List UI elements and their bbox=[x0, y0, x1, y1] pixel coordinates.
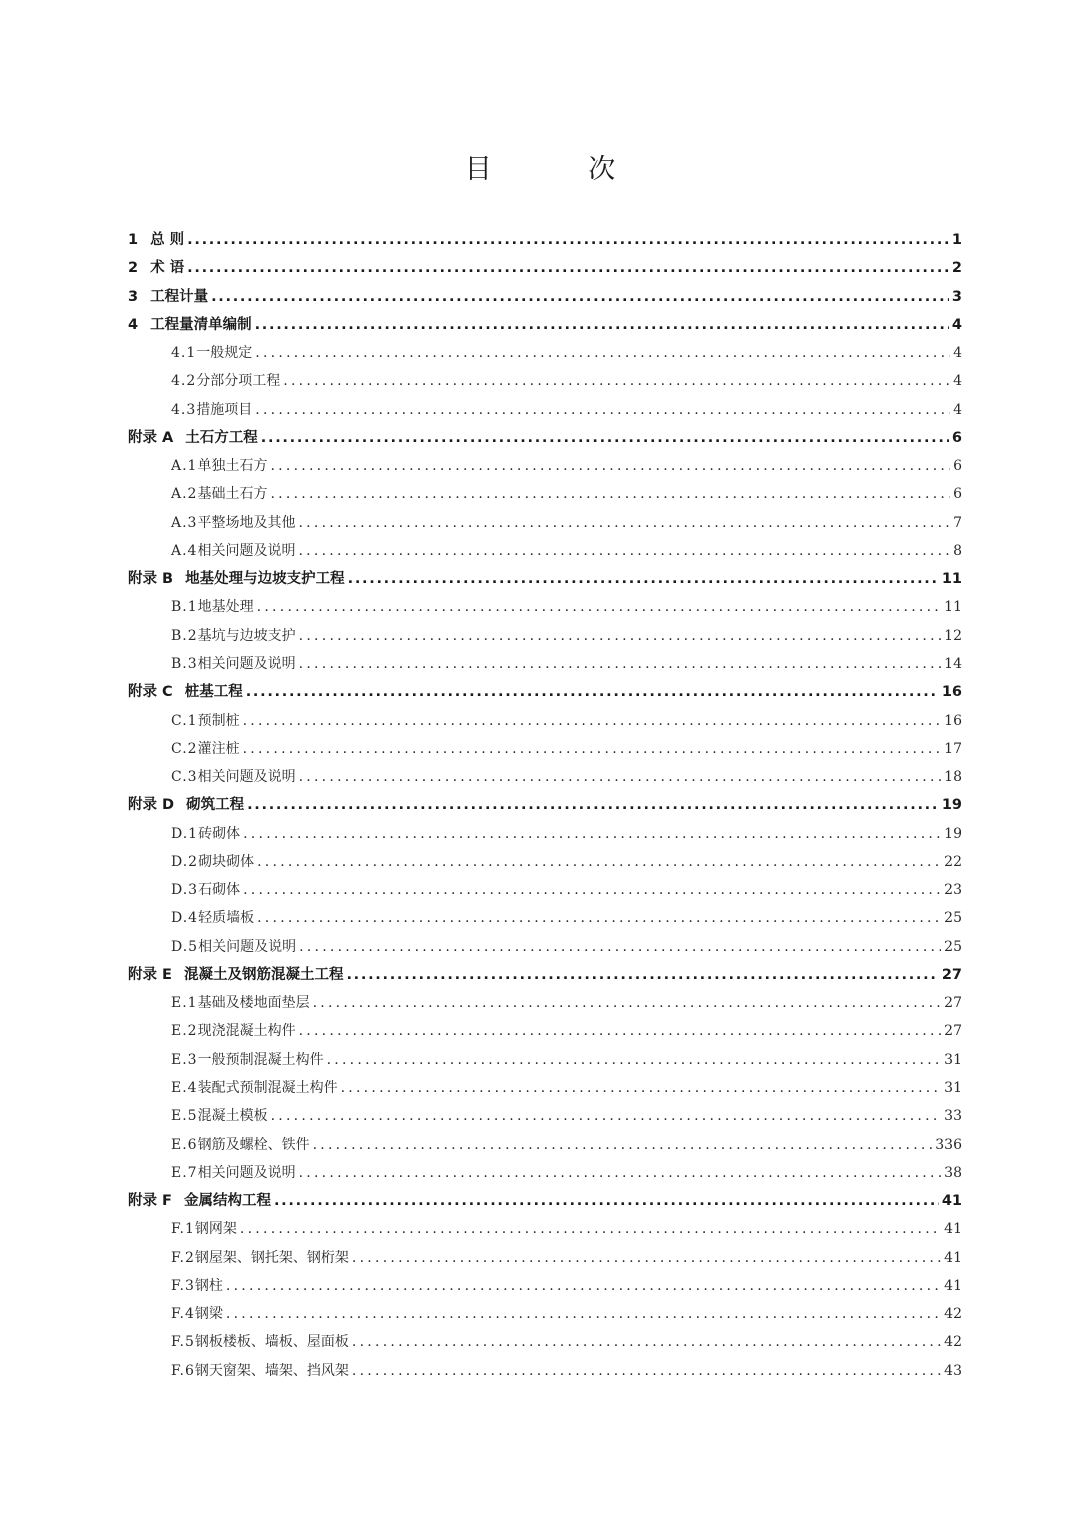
dot-leader bbox=[352, 1328, 941, 1356]
toc-page-number: 6 bbox=[951, 429, 962, 446]
toc-entry-title: 一般预制混凝土构件 bbox=[197, 1051, 324, 1068]
toc-page-number: 42 bbox=[944, 1306, 962, 1323]
dot-leader bbox=[226, 1272, 941, 1300]
toc-entry-number: 2 bbox=[128, 260, 139, 277]
toc-page-number: 31 bbox=[944, 1079, 962, 1096]
toc-entry-title: 桩基工程 bbox=[184, 684, 243, 701]
dot-leader bbox=[243, 820, 941, 848]
toc-entry-number: 附录 F bbox=[128, 1193, 172, 1210]
dot-leader bbox=[187, 254, 949, 282]
toc-page-number: 336 bbox=[935, 1136, 962, 1153]
toc-entry-number: 附录 B bbox=[128, 571, 174, 588]
toc-section-entry[interactable] bbox=[128, 763, 962, 791]
toc-entry-title: 钢网架 bbox=[194, 1221, 237, 1238]
toc-entry-title: 石砌体 bbox=[198, 882, 241, 899]
toc-entry-number: A.1 bbox=[171, 458, 198, 475]
toc-page-number: 4 bbox=[953, 373, 962, 390]
toc-chapter-entry[interactable] bbox=[128, 565, 962, 593]
dot-leader bbox=[299, 1159, 942, 1187]
toc-chapter-entry[interactable] bbox=[128, 254, 962, 282]
toc-entry-number: D.4 bbox=[171, 910, 199, 927]
dot-leader bbox=[257, 904, 941, 932]
toc-entry-title: 平整场地及其他 bbox=[197, 514, 296, 531]
toc-entry-title: 混凝土及钢筋混凝土工程 bbox=[183, 966, 344, 983]
toc-page-number: 41 bbox=[941, 1193, 962, 1210]
toc-entry-number: E.5 bbox=[171, 1108, 198, 1125]
dot-leader bbox=[187, 226, 949, 254]
toc-section-entry[interactable] bbox=[128, 509, 962, 537]
toc-entry-title: 钢板楼板、墙板、屋面板 bbox=[194, 1334, 349, 1351]
dot-leader bbox=[299, 622, 942, 650]
toc-entry-title: 分部分项工程 bbox=[196, 373, 281, 390]
toc-page-number: 14 bbox=[944, 655, 962, 672]
dot-leader bbox=[246, 678, 939, 706]
toc-entry-title: 地基处理 bbox=[197, 599, 254, 616]
toc-page-number: 16 bbox=[941, 684, 962, 701]
toc-chapter-entry[interactable] bbox=[128, 424, 962, 452]
dot-leader bbox=[255, 339, 950, 367]
toc-page-number: 4 bbox=[951, 316, 962, 333]
toc-entry-number: B.1 bbox=[171, 599, 198, 616]
dot-leader bbox=[255, 396, 950, 424]
toc-section-entry[interactable] bbox=[128, 1017, 962, 1045]
toc-entry-number: 4.1 bbox=[171, 345, 197, 362]
dot-leader bbox=[313, 1131, 933, 1159]
toc-entry-number: 4 bbox=[128, 316, 139, 333]
toc-entry-title: 相关问题及说明 bbox=[197, 542, 296, 559]
toc-entry-title: 地基处理与边坡支护工程 bbox=[185, 571, 345, 588]
toc-page-number: 3 bbox=[951, 288, 962, 305]
toc-entry-number: A.3 bbox=[171, 514, 198, 531]
toc-entry-title: 相关问题及说明 bbox=[197, 655, 296, 672]
toc-page-number: 22 bbox=[944, 853, 962, 870]
toc-entry-number: E.7 bbox=[171, 1164, 198, 1181]
dot-leader bbox=[299, 1017, 942, 1045]
toc-section-entry[interactable] bbox=[128, 1046, 962, 1074]
toc-entry-title: 基础土石方 bbox=[197, 486, 268, 503]
toc-page-number: 7 bbox=[953, 514, 962, 531]
dot-leader bbox=[226, 1300, 941, 1328]
toc-section-entry[interactable] bbox=[128, 933, 962, 961]
toc-section-entry[interactable] bbox=[128, 1074, 962, 1102]
toc-page-number: 41 bbox=[944, 1277, 962, 1294]
toc-entry-title: 混凝土模板 bbox=[197, 1108, 268, 1125]
dot-leader bbox=[243, 876, 941, 904]
toc-entry-title: 相关问题及说明 bbox=[197, 769, 296, 786]
toc-page-number: 1 bbox=[951, 232, 962, 248]
dot-leader bbox=[348, 565, 939, 593]
toc-entry-number: F.6 bbox=[171, 1362, 195, 1379]
toc-section-entry[interactable] bbox=[128, 1328, 962, 1356]
toc-page-number: 16 bbox=[944, 712, 962, 729]
toc-page-number: 41 bbox=[944, 1249, 962, 1266]
toc-entry-number: F.5 bbox=[171, 1334, 195, 1351]
toc-section-entry[interactable] bbox=[128, 1244, 962, 1272]
toc-chapter-entry[interactable] bbox=[128, 1187, 962, 1215]
toc-entry-number: 附录 D bbox=[128, 797, 175, 814]
dot-leader bbox=[299, 650, 942, 678]
toc-page-number: 27 bbox=[944, 1023, 962, 1040]
dot-leader bbox=[247, 791, 939, 819]
toc-page-number: 23 bbox=[944, 882, 962, 899]
toc-page-number: 43 bbox=[944, 1362, 962, 1379]
toc-section-entry[interactable] bbox=[128, 1131, 962, 1159]
toc-entry-number: A.2 bbox=[171, 486, 198, 503]
dot-leader bbox=[341, 1074, 942, 1102]
toc-section-entry[interactable] bbox=[128, 452, 962, 480]
toc-page-number: 8 bbox=[953, 542, 962, 559]
toc-entry-number: D.5 bbox=[171, 938, 199, 955]
dot-leader bbox=[298, 537, 950, 565]
toc-section-entry[interactable] bbox=[128, 339, 962, 367]
dot-leader bbox=[257, 848, 941, 876]
toc-entry-title: 一般规定 bbox=[196, 345, 253, 362]
toc-entry-title: 措施项目 bbox=[196, 401, 253, 418]
toc-page-number: 4 bbox=[953, 401, 962, 418]
toc-entry-title: 装配式预制混凝土构件 bbox=[197, 1079, 338, 1096]
toc-page-number: 12 bbox=[944, 627, 962, 644]
toc-entry-title: 相关问题及说明 bbox=[197, 1164, 296, 1181]
toc-page-number: 42 bbox=[944, 1334, 962, 1351]
dot-leader bbox=[327, 1046, 942, 1074]
dot-leader bbox=[261, 424, 949, 452]
toc-section-entry[interactable] bbox=[128, 820, 962, 848]
toc-page-number: 27 bbox=[941, 966, 962, 983]
toc-section-entry[interactable] bbox=[128, 1300, 962, 1328]
toc-entry-title: 预制桩 bbox=[197, 712, 240, 729]
toc-page-number: 11 bbox=[944, 599, 962, 616]
dot-leader bbox=[299, 933, 941, 961]
toc-entry-number: C.3 bbox=[171, 769, 198, 786]
toc-section-entry[interactable] bbox=[128, 876, 962, 904]
toc-page-number: 17 bbox=[944, 740, 962, 757]
toc-entry-number: D.2 bbox=[171, 853, 199, 870]
toc-entry-title: 轻质墙板 bbox=[198, 910, 255, 927]
toc-chapter-entry[interactable] bbox=[128, 311, 962, 339]
toc-page-number: 6 bbox=[953, 486, 962, 503]
toc-section-entry[interactable] bbox=[128, 735, 962, 763]
toc-entry-title: 砌筑工程 bbox=[186, 797, 245, 814]
toc-entry-number: C.2 bbox=[171, 740, 198, 757]
toc-section-entry[interactable] bbox=[128, 1357, 962, 1385]
dot-leader bbox=[257, 593, 942, 621]
toc-entry-number: D.1 bbox=[171, 825, 199, 842]
toc-section-entry[interactable] bbox=[128, 622, 962, 650]
dot-leader bbox=[243, 707, 942, 735]
toc-section-entry[interactable] bbox=[128, 1102, 962, 1130]
toc-page-number: 18 bbox=[944, 769, 962, 786]
toc-section-entry[interactable] bbox=[128, 650, 962, 678]
toc-page-number: 25 bbox=[944, 938, 962, 955]
toc-section-entry[interactable] bbox=[128, 537, 962, 565]
toc-entry-number: D.3 bbox=[171, 882, 199, 899]
toc-section-entry[interactable] bbox=[128, 707, 962, 735]
toc-section-entry[interactable] bbox=[128, 367, 962, 395]
dot-leader bbox=[255, 311, 949, 339]
toc-entry-title: 总 则 bbox=[150, 232, 185, 248]
dot-leader bbox=[274, 1187, 939, 1215]
toc-chapter-entry[interactable] bbox=[128, 961, 962, 989]
toc-entry-title: 钢筋及螺栓、铁件 bbox=[197, 1136, 310, 1153]
toc-entry-number: E.2 bbox=[171, 1023, 198, 1040]
toc-page-number: 33 bbox=[944, 1108, 962, 1125]
toc-entry-title: 工程量清单编制 bbox=[150, 316, 252, 333]
toc-entry-number: E.3 bbox=[171, 1051, 198, 1068]
toc-page-number: 4 bbox=[953, 345, 962, 362]
dot-leader bbox=[313, 989, 942, 1017]
toc-entry-number: E.4 bbox=[171, 1079, 198, 1096]
toc-section-entry[interactable] bbox=[128, 1215, 962, 1243]
toc-page-number: 31 bbox=[944, 1051, 962, 1068]
toc-entry-number: C.1 bbox=[171, 712, 198, 729]
toc-page-number: 41 bbox=[944, 1221, 962, 1238]
dot-leader bbox=[299, 763, 942, 791]
dot-leader bbox=[352, 1244, 941, 1272]
toc-section-entry[interactable] bbox=[128, 480, 962, 508]
dot-leader bbox=[270, 480, 950, 508]
dot-leader bbox=[243, 735, 942, 763]
toc-section-entry[interactable] bbox=[128, 396, 962, 424]
toc-entry-number: F.1 bbox=[171, 1221, 195, 1238]
toc-entry-title: 砌块砌体 bbox=[198, 853, 255, 870]
dot-leader bbox=[352, 1357, 941, 1385]
toc-page-number: 25 bbox=[944, 910, 962, 927]
dot-leader bbox=[240, 1215, 941, 1243]
toc-page-number: 19 bbox=[944, 825, 962, 842]
toc-entry-title: 土石方工程 bbox=[185, 429, 258, 446]
toc-entry-number: E.6 bbox=[171, 1136, 198, 1153]
table-of-contents bbox=[128, 226, 962, 1385]
toc-entry-title: 灌注桩 bbox=[197, 740, 240, 757]
toc-page-number: 11 bbox=[941, 571, 962, 588]
toc-entry-title: 基坑与边坡支护 bbox=[197, 627, 296, 644]
toc-entry-number: 4.2 bbox=[171, 373, 197, 390]
toc-entry-title: 基础及楼地面垫层 bbox=[197, 995, 310, 1012]
toc-entry-title: 钢天窗架、墙架、挡风架 bbox=[194, 1362, 349, 1379]
dot-leader bbox=[283, 367, 950, 395]
toc-section-entry[interactable] bbox=[128, 904, 962, 932]
toc-entry-number: F.3 bbox=[171, 1277, 195, 1294]
dot-leader bbox=[270, 452, 950, 480]
toc-entry-title: 相关问题及说明 bbox=[198, 938, 297, 955]
toc-section-entry[interactable] bbox=[128, 848, 962, 876]
toc-entry-number: 3 bbox=[128, 288, 139, 305]
toc-chapter-entry[interactable] bbox=[128, 283, 962, 311]
toc-entry-number: 附录 C bbox=[128, 684, 173, 701]
toc-entry-number: F.2 bbox=[171, 1249, 195, 1266]
toc-entry-title: 金属结构工程 bbox=[183, 1193, 271, 1210]
toc-chapter-entry[interactable] bbox=[128, 226, 962, 254]
toc-entry-title: 现浇混凝土构件 bbox=[197, 1023, 296, 1040]
toc-entry-title: 单独土石方 bbox=[197, 458, 268, 475]
page-title: 目 次 bbox=[464, 154, 660, 185]
toc-entry-number: B.2 bbox=[171, 627, 198, 644]
toc-entry-number: 4.3 bbox=[171, 401, 197, 418]
dot-leader bbox=[211, 283, 949, 311]
toc-entry-title: 砖砌体 bbox=[198, 825, 241, 842]
toc-entry-title: 钢柱 bbox=[194, 1277, 223, 1294]
toc-entry-number: F.4 bbox=[171, 1306, 195, 1323]
toc-entry-number: E.1 bbox=[171, 995, 198, 1012]
toc-entry-title: 钢梁 bbox=[194, 1306, 223, 1323]
toc-section-entry[interactable] bbox=[128, 989, 962, 1017]
toc-page-number: 27 bbox=[944, 995, 962, 1012]
toc-entry-number: 1 bbox=[128, 232, 139, 248]
toc-page-number: 19 bbox=[941, 797, 962, 814]
toc-entry-number: A.4 bbox=[171, 542, 198, 559]
toc-section-entry[interactable] bbox=[128, 1272, 962, 1300]
toc-section-entry[interactable] bbox=[128, 1159, 962, 1187]
dot-leader bbox=[271, 1102, 942, 1130]
dot-leader bbox=[346, 961, 938, 989]
toc-entry-number: B.3 bbox=[171, 655, 198, 672]
toc-chapter-entry[interactable] bbox=[128, 791, 962, 819]
toc-page-number: 2 bbox=[951, 260, 962, 277]
toc-entry-number: 附录 E bbox=[128, 966, 172, 983]
toc-entry-title: 工程计量 bbox=[150, 288, 209, 305]
toc-entry-title: 钢屋架、钢托架、钢桁架 bbox=[194, 1249, 349, 1266]
toc-chapter-entry[interactable] bbox=[128, 678, 962, 706]
dot-leader bbox=[298, 509, 950, 537]
toc-page-number: 6 bbox=[953, 458, 962, 475]
toc-entry-title: 术 语 bbox=[150, 260, 185, 277]
toc-section-entry[interactable] bbox=[128, 593, 962, 621]
toc-page-number: 38 bbox=[944, 1164, 962, 1181]
toc-entry-number: 附录 A bbox=[128, 429, 174, 446]
